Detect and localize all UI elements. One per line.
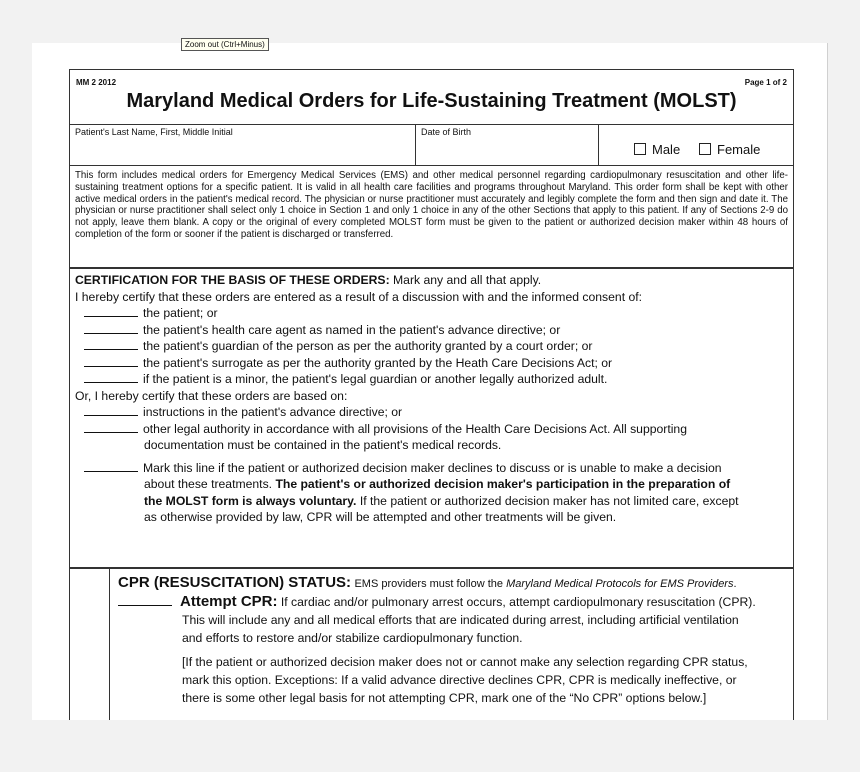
basis-blank[interactable] (84, 404, 138, 416)
cpr-note: EMS providers must follow the Maryland Medical Protocols for EMS Providers. (354, 578, 737, 590)
section-number-column (70, 569, 110, 720)
page-number: Page 1 of 2 (744, 78, 787, 87)
form-title: Maryland Medical Orders for Life-Sustaining Treatment (MOLST) (126, 90, 737, 112)
consent-blank[interactable] (84, 371, 138, 383)
cpr-section (118, 574, 790, 707)
consent-lead: I hereby certify that these orders are entered as a result of a discussion with and the informed consent of: (75, 289, 643, 304)
sex-field (599, 125, 793, 165)
decline-text: Mark this line if the patient or authorized decision maker declines to discuss or is unable to make a decision (143, 460, 722, 475)
consent-option (75, 338, 791, 355)
female-option[interactable] (699, 142, 760, 157)
form-instructions: This form includes medical orders for Emergency Medical Services (EMS) and other medical personnel regarding cardiopulmonary resuscitation and other life-sustaining treatment options for a specific patient. It is valid in all health care facilities and programs throughout Maryland. This order form shall be kept with other active medical orders in the patient's medical record. The physician or nurse practitioner must accurately and legibly complete the form and then sign and date it. The physician or nurse practitioner shall select only 1 choice in Section 1 and only 1 choice in any of the other Sections that apply to this patient. If any of Sections 2-9 do not apply, leave them blank. A copy or the original of every completed MOLST form must be given to the patient or authorized decision maker within 48 hours of completion of the form or sooner if the patient is discharged or transferred. (75, 170, 788, 240)
attempt-cpr-label: Attempt CPR: (180, 593, 278, 610)
basis-option-label: instructions in the patient's advance directive; or (143, 405, 403, 419)
cpr-default-note: [If the patient or authorized decision maker does not or cannot make any selection regarding CPR status, (182, 655, 748, 669)
cpr-heading: CPR (RESUSCITATION) STATUS: (118, 574, 352, 591)
consent-option (75, 371, 791, 388)
decline-emphasis: The patient's or authorized decision maker's participation in the preparation of (275, 477, 731, 491)
patient-info-row (70, 125, 793, 166)
dob-field[interactable] (416, 125, 599, 165)
consent-blank[interactable] (84, 322, 138, 334)
decline-text-line3 (75, 493, 791, 510)
basis-blank[interactable] (84, 421, 138, 433)
decline-text: If the patient or authorized decision maker has not limited care, except (359, 493, 739, 508)
patient-name-field[interactable] (70, 125, 416, 165)
form-header (70, 70, 793, 125)
divider (70, 567, 793, 569)
basis-lead: Or, I hereby certify that these orders are based on: (75, 388, 348, 403)
certification-section (75, 272, 791, 526)
consent-option-label: if the patient is a minor, the patient's legal guardian or another legally authorized adult. (143, 372, 608, 386)
basis-option-cont: documentation must be contained in the patient's medical records. (144, 438, 502, 452)
attempt-cpr-text: If cardiac and/or pulmonary arrest occurs, attempt cardiopulmonary resuscitation (CPR). (280, 595, 756, 609)
consent-option-label: the patient's health care agent as named in the patient's advance directive; or (143, 322, 561, 337)
female-label: Female (717, 142, 761, 157)
molst-form (69, 69, 794, 720)
basis-option-label: other legal authority in accordance with all provisions of the Health Care Decisions Act. All supporting (143, 421, 687, 436)
decline-option (75, 460, 791, 477)
zoom-out-tooltip: Zoom out (Ctrl+Minus) (181, 38, 269, 51)
consent-option-label: the patient's surrogate as per the authority granted by the Heath Care Decisions Act; or (143, 355, 613, 370)
certification-heading-note: Mark any and all that apply. (393, 273, 542, 287)
decline-emphasis: the MOLST form is always voluntary. (144, 493, 357, 508)
male-label: Male (652, 142, 681, 157)
consent-option (75, 322, 791, 339)
consent-option (75, 355, 791, 372)
attempt-cpr-blank[interactable] (118, 594, 172, 606)
consent-blank[interactable] (84, 305, 138, 317)
basis-option (75, 421, 791, 438)
cpr-default-note: mark this option. Exceptions: If a valid advance directive declines CPR, CPR is medically ineffective, or (182, 673, 737, 687)
attempt-cpr-text: This will include any and all medical efforts that are indicated during arrest, including artificial ventilation (182, 613, 739, 627)
consent-option-label: the patient; or (143, 306, 218, 320)
decline-blank[interactable] (84, 460, 138, 472)
attempt-cpr-text: and efforts to restore and/or stabilize cardiopulmonary function. (182, 631, 523, 645)
cpr-default-note: there is some other legal basis for not attempting CPR, mark one of the “No CPR” options below.] (182, 691, 707, 705)
basis-option (75, 404, 791, 421)
consent-option-label: the patient's guardian of the person as per the authority granted by a court order; or (143, 339, 593, 353)
decline-text: about these treatments. (144, 477, 273, 491)
dob-label: Date of Birth (421, 127, 472, 137)
female-checkbox[interactable] (699, 143, 711, 155)
divider (70, 267, 793, 269)
form-code: MM 2 2012 (76, 78, 117, 87)
attempt-cpr-option (118, 593, 790, 611)
decline-text-line2 (75, 476, 791, 493)
patient-name-label: Patient's Last Name, First, Middle Initial (75, 127, 233, 137)
decline-text-line4: as otherwise provided by law, CPR will be attempted and other treatments will be given. (144, 510, 617, 524)
consent-blank[interactable] (84, 338, 138, 350)
male-checkbox[interactable] (634, 143, 646, 155)
document-page (32, 43, 828, 720)
male-option[interactable] (634, 142, 680, 157)
consent-blank[interactable] (84, 355, 138, 367)
consent-option (75, 305, 791, 322)
certification-heading: CERTIFICATION FOR THE BASIS OF THESE ORDERS: (75, 273, 390, 287)
